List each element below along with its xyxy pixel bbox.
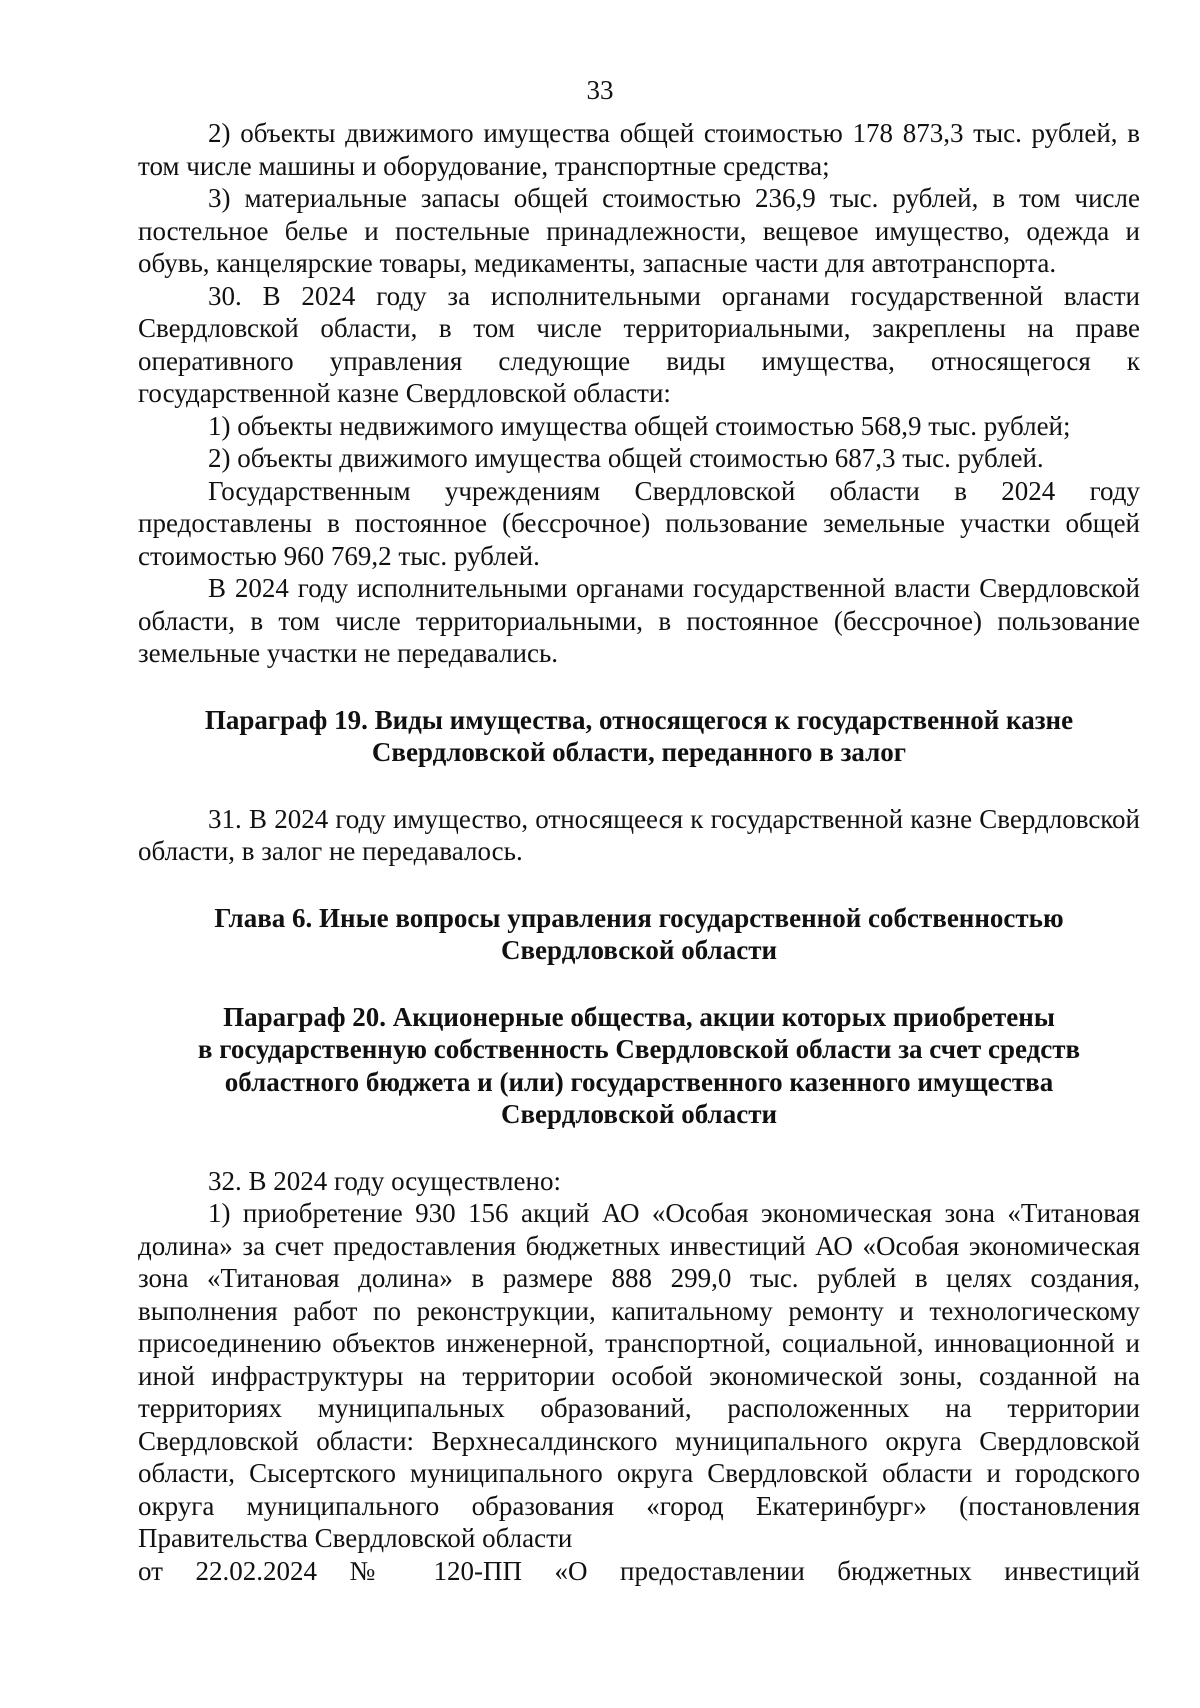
heading-chapter-6-line-2: Свердловской области bbox=[500, 935, 778, 965]
paragraph-land-plots: Государственным учреждениям Свердловской области в 2024 году предоставлены в постоянное (бессрочное) пользование земельные участки общей стоимостью 960 769,2 тыс. рублей. bbox=[138, 475, 1140, 571]
paragraph-movable-property: 2) объекты движимого имущества общей стоимостью 178 873,3 тыс. рублей, в том числе машины и оборудование, транспортные средства; bbox=[138, 118, 1140, 181]
heading-chapter-6-line-1: Глава 6. Иные вопросы управления государственной собственностью bbox=[214, 902, 1064, 933]
paragraph-30-item-2: 2) объекты движимого имущества общей стоимостью 687,3 тыс. рублей. bbox=[208, 443, 1044, 473]
document-body bbox=[138, 117, 1140, 1587]
heading-paragraph-19-line-1: Параграф 19. Виды имущества, относящегося к государственной казне bbox=[204, 704, 1074, 735]
paragraph-32: 32. В 2024 году осуществлено: bbox=[208, 1165, 561, 1196]
heading-paragraph-20-line-2: в государственную собственность Свердловской области за счет средств bbox=[197, 1034, 1081, 1064]
page-number: 33 bbox=[586, 75, 614, 105]
heading-paragraph-20-line-1: Параграф 20. Акционерные общества, акции которых приобретены bbox=[223, 1001, 1055, 1032]
paragraph-30-item-1: 1) объекты недвижимого имущества общей стоимостью 568,9 тыс. рублей; bbox=[208, 410, 1071, 441]
heading-paragraph-20 bbox=[138, 1001, 1140, 1131]
heading-chapter-6 bbox=[138, 902, 1140, 967]
heading-paragraph-19-line-2: Свердловской области, переданного в залог bbox=[371, 737, 907, 767]
paragraph-material-stocks: 3) материальные запасы общей стоимостью 236,9 тыс. рублей, в том числе постельное белье и постельные принадлежности, вещевое имущество, одежда и обувь, канцелярские товары, медикаменты, запасные части для автотранспорта. bbox=[138, 183, 1140, 278]
paragraph-land-not-transferred: В 2024 году исполнительными органами государственной власти Свердловской области, в том числе территориальными, в постоянное (бессрочное) пользование земельные участки не передавались. bbox=[138, 573, 1140, 668]
paragraph-30: 30. В 2024 году за исполнительными органами государственной власти Свердловской области, в том числе территориальными, закреплены на праве оперативного управления следующие виды имущества, относящегося к государственной казне Свердловской области: bbox=[138, 280, 1140, 408]
paragraph-32-item-1-continuation: от 22.02.2024 № 120-ПП «О предоставлении бюджетных инвестиций bbox=[138, 1555, 1140, 1586]
paragraph-32-item-1: 1) приобретение 930 156 акций АО «Особая экономическая зона «Титановая долина» за счет предоставления бюджетных инвестиций АО «Особая экономическая зона «Титановая долина» в размере 888 299,0 тыс. рублей в целях создания, выполнения работ по реконструкции, капитальному ремонту и технологическому присоединению объектов инженерной, транспортной, социальной, инновационной и иной инфраструктуры на территории особой экономической зоны, созданной на территориях муниципальных образований, расположенных на территории Свердловской области: Верхнесалдинского муниципального округа Свердловской области, Сысертского муниципального округа Свердловской области и городского округа муниципального образования «город Екатеринбург» (постановления Правительства Свердловской области bbox=[138, 1198, 1140, 1553]
heading-paragraph-19 bbox=[138, 704, 1140, 769]
heading-paragraph-20-line-4: Свердловской области bbox=[500, 1099, 778, 1129]
heading-paragraph-20-line-3: областного бюджета и (или) государственного казенного имущества bbox=[224, 1066, 1054, 1097]
paragraph-31: 31. В 2024 году имущество, относящееся к государственной казне Свердловской области, в залог не передавалось. bbox=[138, 803, 1140, 866]
